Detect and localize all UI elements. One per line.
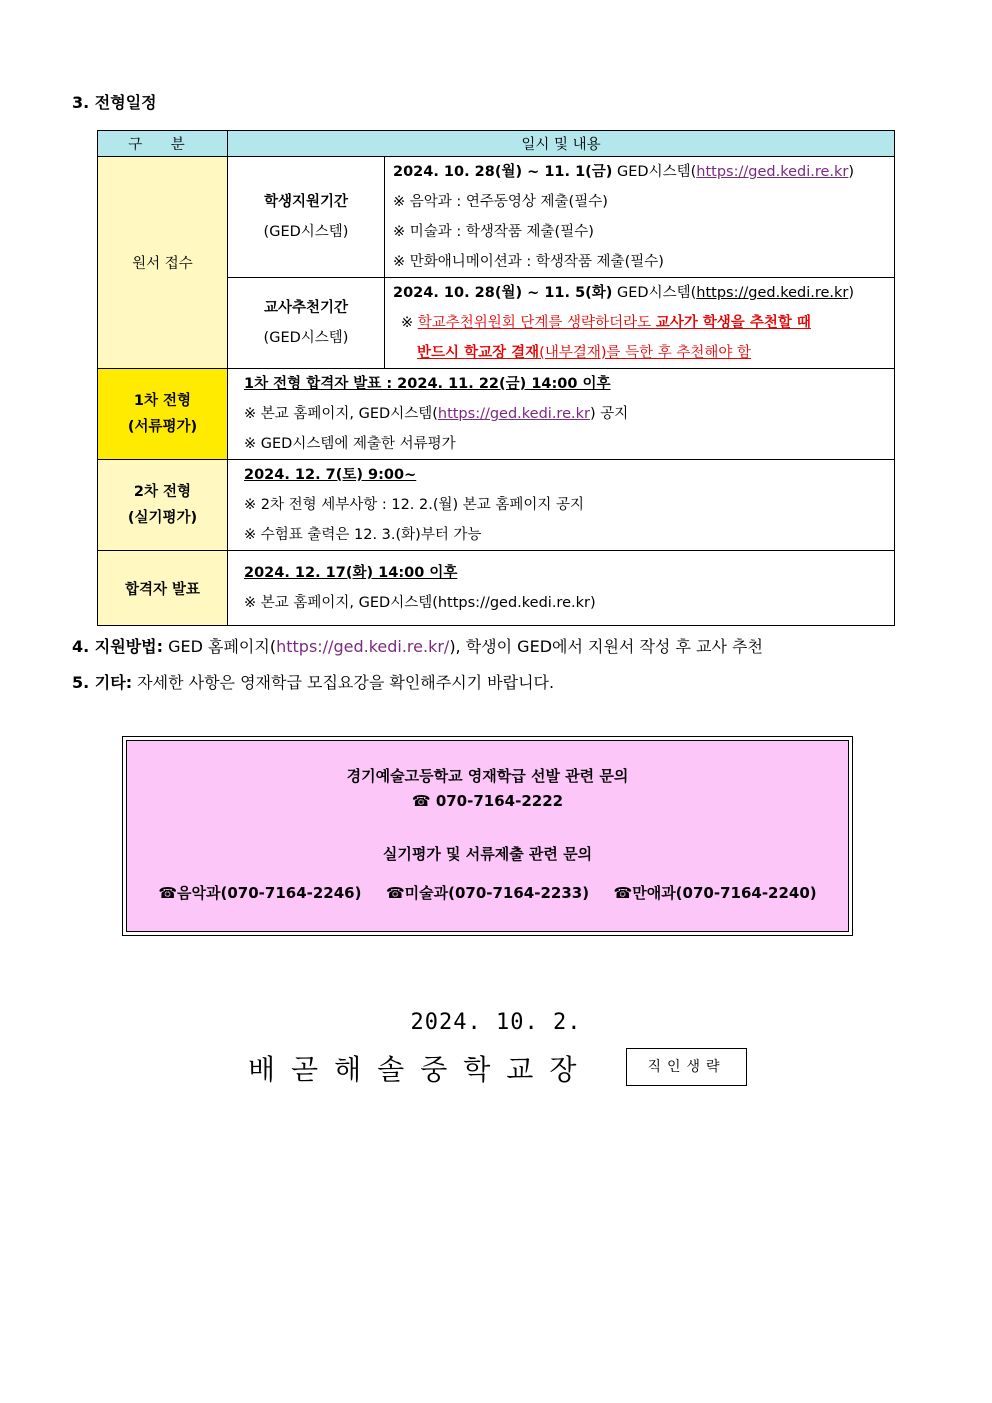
ged-link[interactable]: https://ged.kedi.re.kr <box>696 285 849 301</box>
art-phone: ☎미술과(070-7164-2233) <box>385 884 590 902</box>
table-row <box>98 369 895 460</box>
contact-box <box>122 736 853 936</box>
table-row <box>98 551 895 626</box>
announce-label: 합격자 발표 <box>98 551 228 626</box>
table-row <box>98 157 895 278</box>
announce-content: 2024. 12. 17(화) 14:00 이후 ※ 본교 홈페이지, GED시스템(https://ged.kedi.re.kr) <box>228 551 895 626</box>
contact-phone: ☎ 070-7164-2222 <box>411 792 564 810</box>
application-method: 4. 지원방법: GED 홈페이지(https://ged.kedi.re.kr/), 학생이 GED에서 지원서 작성 후 교사 추천 <box>72 637 763 656</box>
table-row <box>98 460 895 551</box>
ged-link[interactable]: https://ged.kedi.re.kr <box>696 164 849 180</box>
ged-homepage-link[interactable]: https://ged.kedi.re.kr/ <box>276 637 450 656</box>
schedule-table <box>97 130 895 626</box>
contact-line3: 실기평가 및 서류제출 관련 문의 <box>382 845 593 863</box>
seal-omitted: 직인생략 <box>626 1048 747 1086</box>
round2-content: 2024. 12. 7(토) 9:00~ ※ 2차 전형 세부사항 : 12. 2.(월) 본교 홈페이지 공지 ※ 수험표 출력은 12. 3.(화)부터 가능 <box>228 460 895 551</box>
round1-content: 1차 전형 합격자 발표 : 2024. 11. 22(금) 14:00 이후 ※ 본교 홈페이지, GED시스템(https://ged.kedi.re.kr) 공지 ※ GED시스템에 제출한 서류평가 <box>228 369 895 460</box>
header-category: 구 분 <box>98 131 228 157</box>
anim-phone: ☎만애과(070-7164-2240) <box>613 884 817 902</box>
teacher-period-label: 교사추천기간 (GED시스템) <box>228 278 385 369</box>
student-period-content: 2024. 10. 28(월) ~ 11. 1(금) GED시스템(https://ged.kedi.re.kr) ※ 음악과 : 연주동영상 제출(필수) ※ 미술과 : 학생작품 제출(필수) ※ 만화애니메이션과 : 학생작품 제출(필수) <box>385 157 895 278</box>
student-period-label: 학생지원기간 (GED시스템) <box>228 157 385 278</box>
application-label: 원서 접수 <box>98 157 228 369</box>
section-title: 3. 전형일정 <box>72 93 157 112</box>
ged-link[interactable]: https://ged.kedi.re.kr <box>437 406 590 422</box>
other-notes: 5. 기타: 자세한 사항은 영재학급 모집요강을 확인해주시기 바랍니다. <box>72 673 555 692</box>
header-content: 일시 및 내용 <box>228 131 895 157</box>
teacher-period-content: 2024. 10. 28(월) ~ 11. 5(화) GED시스템(https://ged.kedi.re.kr) ※ 학교추천위원회 단계를 생략하더라도 교사가 학생을 추천할 때 반드시 학교장 결재(내부결재)를 득한 후 추천해야 함 <box>385 278 895 369</box>
round2-label: 2차 전형 (실기평가) <box>98 460 228 551</box>
table-header-row <box>98 131 895 157</box>
document-date: 2024. 10. 2. <box>410 1010 582 1035</box>
contact-dept-phones <box>127 882 848 903</box>
music-phone: ☎음악과(070-7164-2246) <box>158 884 362 902</box>
signer-name: 배곧해솔중학교장 <box>248 1053 593 1086</box>
contact-line1: 경기예술고등학교 영재학급 선발 관련 문의 <box>346 767 629 785</box>
round1-label: 1차 전형 (서류평가) <box>98 369 228 460</box>
